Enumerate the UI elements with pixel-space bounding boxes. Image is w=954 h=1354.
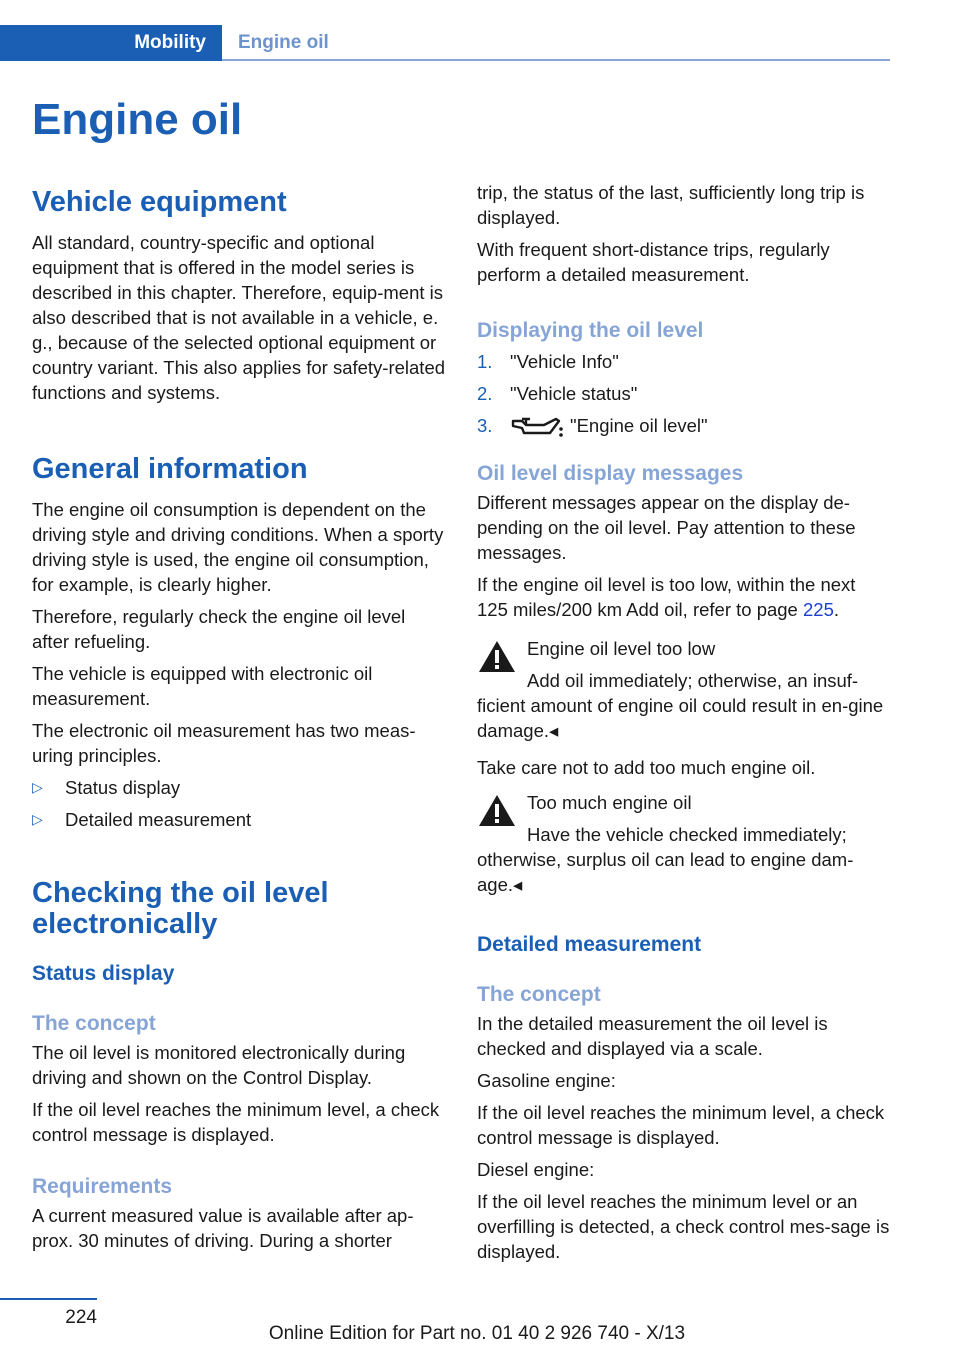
heading-the-concept: The concept [32, 1012, 156, 1035]
detailed-text-3: If the oil level reaches the minimum level, a check control message is displayed. [477, 1102, 885, 1148]
general-text-1: The engine oil consumption is dependent on the driving style and driving conditions. When a sporty driving style is used, the engine oil consumption, for example, is clearly higher. [32, 499, 444, 595]
warning-title: Engine oil level too low [527, 638, 716, 659]
warning-triangle-icon [477, 638, 517, 676]
messages-text-2 [477, 572, 891, 622]
warning-body: Have the vehicle checked immediately; [527, 824, 847, 845]
page-link-225[interactable]: 225 [803, 599, 834, 620]
detailed-text-5: If the oil level reaches the minimum level or an overfilling is detected, a check control mes-sage is displayed. [477, 1191, 890, 1262]
concept-text-2: If the oil level reaches the minimum level, a check control message is displayed. [32, 1099, 440, 1145]
list-item [477, 349, 891, 374]
messages-text-3: Take care not to add too much engine oil. [477, 757, 816, 778]
heading-checking-oil-level [32, 878, 446, 940]
heading-detailed-measurement: Detailed measurement [477, 933, 702, 956]
warning-oil-too-low [477, 636, 891, 743]
step-text: "Vehicle status" [510, 383, 638, 404]
warning-body-continued: ficient amount of engine oil could result in en-gine damage.◂ [477, 695, 884, 741]
step-number: 3. [477, 415, 493, 436]
concept-text-1: The oil level is monitored electronically during driving and shown on the Control Display. [32, 1042, 406, 1088]
right-column [477, 180, 891, 1271]
general-text-3: The vehicle is equipped with electronic oil measurement. [32, 663, 373, 709]
left-column [32, 180, 446, 1260]
list-item [32, 775, 446, 800]
header-chapter-engine-oil[interactable]: Engine oil [238, 32, 329, 53]
detailed-text-2: Gasoline engine: [477, 1070, 616, 1091]
footer-rule [0, 1298, 97, 1300]
heading-status-display: Status display [32, 962, 175, 985]
step-number: 2. [477, 383, 493, 404]
header-section-mobility[interactable]: Mobility [134, 32, 206, 53]
heading-the-concept: The concept [477, 983, 601, 1006]
general-text-2: Therefore, regularly check the engine oil level after refueling. [32, 606, 406, 652]
general-text-4: The electronic oil measurement has two meas-uring principles. [32, 720, 416, 766]
page-number: 224 [65, 1307, 97, 1328]
warning-triangle-icon [477, 792, 517, 830]
bullet-text: Status display [65, 777, 181, 798]
heading-line-1: Checking the oil level [32, 877, 329, 909]
warning-body: Add oil immediately; otherwise, an insuf- [527, 670, 859, 691]
warning-title: Too much engine oil [527, 792, 692, 813]
header-rule [222, 59, 890, 61]
vehicle-equipment-text: All standard, country-specific and optional equipment that is offered in the model series is described in this chapter. Therefore, equip-ment is also described that is not available in a vehicle, e. g., because of the selected optional equipment or country variant. This also applies for safety-related functions and systems. [32, 232, 446, 403]
detailed-text-1: In the detailed measurement the oil level is checked and displayed via a scale. [477, 1013, 828, 1059]
list-item [477, 413, 891, 438]
continued-text-1: trip, the status of the last, sufficiently long trip is displayed. [477, 182, 865, 228]
step-number: 1. [477, 351, 493, 372]
heading-vehicle-equipment: Vehicle equipment [32, 186, 287, 218]
triangle-right-icon: ▷ [32, 779, 43, 795]
heading-line-2: electronically [32, 908, 218, 940]
heading-requirements: Requirements [32, 1175, 173, 1198]
footer-edition: Online Edition for Part no. 01 40 2 926 740 - X/13 [268, 1323, 686, 1344]
list-item [32, 807, 446, 832]
detailed-text-4: Diesel engine: [477, 1159, 595, 1180]
bullet-text: Detailed measurement [65, 809, 252, 830]
messages-text-2-end: . [833, 599, 840, 620]
continued-text-2: With frequent short-distance trips, regularly perform a detailed measurement. [477, 239, 830, 285]
triangle-right-icon: ▷ [32, 811, 43, 827]
heading-displaying-oil-level: Displaying the oil level [477, 319, 704, 342]
warning-too-much-oil [477, 790, 891, 897]
oil-can-icon [510, 414, 564, 438]
requirements-text: A current measured value is available after ap-prox. 30 minutes of driving. During a shorter [32, 1205, 414, 1251]
messages-text-1: Different messages appear on the display de-pending on the oil level. Pay attention to these messages. [477, 492, 856, 563]
page-title: Engine oil [32, 95, 243, 144]
warning-body-continued: otherwise, surplus oil can lead to engine dam-age.◂ [477, 849, 854, 895]
step-text: "Vehicle Info" [510, 351, 619, 372]
messages-text-2-start: If the engine oil level is too low, within the next 125 miles/200 km Add oil, refer to page [477, 574, 856, 620]
list-item [477, 381, 891, 406]
heading-general-information: General information [32, 453, 308, 485]
step-text: "Engine oil level" [570, 415, 708, 436]
heading-oil-level-messages: Oil level display messages [477, 462, 744, 485]
